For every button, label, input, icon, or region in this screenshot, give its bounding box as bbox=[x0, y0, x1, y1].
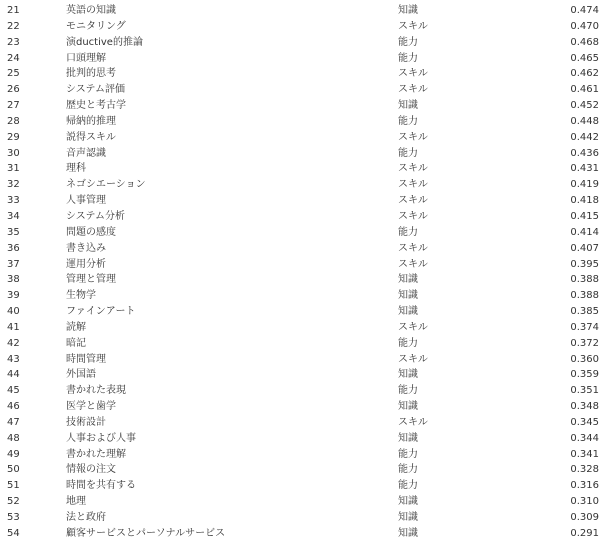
value-cell: 0.385 bbox=[570, 306, 599, 318]
name-cell: 生物学 bbox=[66, 290, 96, 302]
category-cell: 知識 bbox=[398, 401, 418, 413]
rank-cell: 35 bbox=[7, 226, 20, 238]
name-cell: モニタリング bbox=[66, 20, 126, 32]
rank-cell: 44 bbox=[7, 369, 20, 381]
category-cell: 知識 bbox=[398, 274, 418, 286]
table-row bbox=[0, 82, 610, 98]
name-cell: 顧客サービスとパーソナルサービス bbox=[66, 527, 226, 539]
name-cell: 書かれた表現 bbox=[66, 385, 126, 397]
name-cell: システム分析 bbox=[66, 210, 125, 222]
rank-cell: 46 bbox=[7, 401, 20, 413]
rank-cell: 52 bbox=[7, 496, 20, 508]
name-cell: 人事管理 bbox=[66, 195, 106, 207]
table-row bbox=[0, 367, 610, 383]
value-cell: 0.470 bbox=[570, 20, 599, 32]
name-cell: 技術設計 bbox=[66, 416, 106, 428]
name-cell: 管理と管理 bbox=[66, 274, 116, 286]
table-row bbox=[0, 510, 610, 526]
category-cell: スキル bbox=[398, 179, 428, 191]
rank-cell: 33 bbox=[7, 195, 20, 207]
category-cell: 能力 bbox=[398, 115, 418, 127]
value-cell: 0.388 bbox=[570, 274, 599, 286]
value-cell: 0.345 bbox=[570, 416, 599, 428]
name-cell: 口頭理解 bbox=[66, 52, 106, 64]
value-cell: 0.310 bbox=[570, 496, 599, 508]
value-cell: 0.442 bbox=[570, 131, 599, 143]
value-cell: 0.465 bbox=[570, 52, 599, 64]
name-cell: 英語の知識 bbox=[66, 5, 116, 16]
table-row bbox=[0, 193, 610, 209]
table-row bbox=[0, 336, 610, 352]
name-cell: 運用分析 bbox=[66, 258, 106, 270]
category-cell: 能力 bbox=[398, 337, 418, 349]
table-row bbox=[0, 225, 610, 241]
table-row bbox=[0, 98, 610, 114]
name-cell: 演ductive的推論 bbox=[66, 36, 143, 48]
name-cell: 読解 bbox=[66, 321, 86, 333]
rank-cell: 40 bbox=[7, 306, 20, 318]
category-cell: 知識 bbox=[398, 369, 418, 381]
value-cell: 0.431 bbox=[570, 163, 599, 175]
value-cell: 0.351 bbox=[570, 385, 599, 397]
category-cell: 能力 bbox=[398, 36, 418, 48]
value-cell: 0.344 bbox=[570, 432, 599, 444]
value-cell: 0.291 bbox=[570, 527, 599, 539]
value-cell: 0.414 bbox=[570, 226, 599, 238]
category-cell: 知識 bbox=[398, 512, 418, 523]
rank-cell: 37 bbox=[7, 258, 20, 270]
table-row bbox=[0, 51, 610, 67]
value-cell: 0.316 bbox=[570, 480, 599, 492]
category-cell: 能力 bbox=[398, 464, 418, 476]
value-cell: 0.359 bbox=[570, 369, 599, 381]
name-cell: 情報の注文 bbox=[66, 464, 116, 476]
rank-cell: 49 bbox=[7, 448, 20, 460]
table-row bbox=[0, 35, 610, 51]
category-cell: 能力 bbox=[398, 480, 418, 492]
name-cell: 帰納的推理 bbox=[66, 115, 116, 127]
value-cell: 0.348 bbox=[570, 401, 599, 413]
rank-cell: 27 bbox=[7, 100, 20, 112]
category-cell: 知識 bbox=[398, 290, 418, 302]
value-cell: 0.452 bbox=[570, 100, 599, 112]
table-row bbox=[0, 161, 610, 177]
rank-cell: 50 bbox=[7, 464, 20, 476]
category-cell: スキル bbox=[398, 84, 428, 96]
rank-cell: 39 bbox=[7, 290, 20, 302]
rank-cell: 54 bbox=[7, 527, 20, 539]
value-cell: 0.309 bbox=[570, 512, 599, 523]
table-row bbox=[0, 288, 610, 304]
value-cell: 0.461 bbox=[570, 84, 599, 96]
value-cell: 0.419 bbox=[570, 179, 599, 191]
table-row bbox=[0, 209, 610, 225]
rank-cell: 47 bbox=[7, 416, 20, 428]
ranking-table bbox=[0, 3, 610, 542]
category-cell: スキル bbox=[398, 68, 428, 80]
value-cell: 0.448 bbox=[570, 115, 599, 127]
name-cell: 批判的思考 bbox=[66, 68, 116, 80]
name-cell: 理科 bbox=[66, 163, 86, 175]
category-cell: スキル bbox=[398, 258, 428, 270]
category-cell: 知識 bbox=[398, 527, 418, 539]
rank-cell: 30 bbox=[7, 147, 20, 159]
table-row bbox=[0, 431, 610, 447]
table-row bbox=[0, 241, 610, 257]
name-cell: ネゴシエーション bbox=[66, 179, 146, 191]
table-row bbox=[0, 146, 610, 162]
name-cell: 暗記 bbox=[66, 337, 86, 349]
category-cell: スキル bbox=[398, 353, 428, 365]
value-cell: 0.418 bbox=[570, 195, 599, 207]
value-cell: 0.374 bbox=[570, 321, 599, 333]
rank-cell: 45 bbox=[7, 385, 20, 397]
category-cell: 能力 bbox=[398, 385, 418, 397]
rank-cell: 23 bbox=[7, 36, 20, 48]
category-cell: 知識 bbox=[398, 432, 418, 444]
rank-cell: 38 bbox=[7, 274, 20, 286]
category-cell: スキル bbox=[398, 321, 428, 333]
table-row bbox=[0, 447, 610, 463]
value-cell: 0.436 bbox=[570, 147, 599, 159]
value-cell: 0.415 bbox=[570, 210, 599, 222]
category-cell: スキル bbox=[398, 416, 428, 428]
table-row bbox=[0, 383, 610, 399]
table-row bbox=[0, 320, 610, 336]
value-cell: 0.407 bbox=[570, 242, 599, 254]
table-row bbox=[0, 494, 610, 510]
table-row bbox=[0, 114, 610, 130]
value-cell: 0.388 bbox=[570, 290, 599, 302]
name-cell: システム評価 bbox=[66, 84, 125, 96]
name-cell: 外国語 bbox=[66, 369, 96, 381]
category-cell: 能力 bbox=[398, 226, 418, 238]
category-cell: 知識 bbox=[398, 306, 418, 318]
rank-cell: 53 bbox=[7, 512, 20, 523]
value-cell: 0.468 bbox=[570, 36, 599, 48]
table-row bbox=[0, 526, 610, 542]
rank-cell: 32 bbox=[7, 179, 20, 191]
name-cell: 地理 bbox=[66, 496, 86, 508]
category-cell: 知識 bbox=[398, 100, 418, 112]
name-cell: 音声認識 bbox=[66, 147, 106, 159]
rank-cell: 21 bbox=[7, 5, 20, 16]
rank-cell: 42 bbox=[7, 337, 20, 349]
category-cell: スキル bbox=[398, 210, 428, 222]
table-row bbox=[0, 415, 610, 431]
value-cell: 0.372 bbox=[570, 337, 599, 349]
table-row bbox=[0, 399, 610, 415]
name-cell: 問題の感度 bbox=[66, 226, 116, 238]
category-cell: 能力 bbox=[398, 52, 418, 64]
value-cell: 0.474 bbox=[570, 5, 599, 16]
value-cell: 0.395 bbox=[570, 258, 599, 270]
value-cell: 0.341 bbox=[570, 448, 599, 460]
value-cell: 0.360 bbox=[570, 353, 599, 365]
name-cell: 医学と歯学 bbox=[66, 401, 116, 413]
category-cell: スキル bbox=[398, 163, 428, 175]
rank-cell: 51 bbox=[7, 480, 20, 492]
value-cell: 0.462 bbox=[570, 68, 599, 80]
table-row bbox=[0, 130, 610, 146]
rank-cell: 29 bbox=[7, 131, 20, 143]
rank-cell: 34 bbox=[7, 210, 20, 222]
table-row bbox=[0, 462, 610, 478]
name-cell: 時間を共有する bbox=[66, 480, 136, 492]
category-cell: スキル bbox=[398, 242, 428, 254]
rank-cell: 22 bbox=[7, 20, 20, 32]
rank-cell: 28 bbox=[7, 115, 20, 127]
rank-cell: 24 bbox=[7, 52, 20, 64]
name-cell: 書き込み bbox=[66, 242, 106, 254]
table-row bbox=[0, 478, 610, 494]
category-cell: 知識 bbox=[398, 496, 418, 508]
rank-cell: 41 bbox=[7, 321, 20, 333]
rank-cell: 31 bbox=[7, 163, 20, 175]
name-cell: 説得スキル bbox=[66, 131, 116, 143]
name-cell: 法と政府 bbox=[66, 512, 106, 523]
table-row bbox=[0, 272, 610, 288]
category-cell: スキル bbox=[398, 131, 428, 143]
rank-cell: 48 bbox=[7, 432, 20, 444]
category-cell: 知識 bbox=[398, 5, 418, 16]
rank-cell: 26 bbox=[7, 84, 20, 96]
name-cell: 時間管理 bbox=[66, 353, 106, 365]
table-row bbox=[0, 3, 610, 19]
rank-cell: 36 bbox=[7, 242, 20, 254]
table-row bbox=[0, 19, 610, 35]
table-row bbox=[0, 177, 610, 193]
value-cell: 0.328 bbox=[570, 464, 599, 476]
table-row bbox=[0, 257, 610, 273]
rank-cell: 25 bbox=[7, 68, 20, 80]
category-cell: 能力 bbox=[398, 448, 418, 460]
name-cell: ファインアート bbox=[66, 306, 136, 318]
table-row bbox=[0, 304, 610, 320]
rank-cell: 43 bbox=[7, 353, 20, 365]
name-cell: 人事および人事 bbox=[66, 432, 136, 444]
name-cell: 歴史と考古学 bbox=[66, 100, 126, 112]
category-cell: 能力 bbox=[398, 147, 418, 159]
category-cell: スキル bbox=[398, 195, 428, 207]
name-cell: 書かれた理解 bbox=[66, 448, 126, 460]
table-row bbox=[0, 352, 610, 368]
table-row bbox=[0, 66, 610, 82]
category-cell: スキル bbox=[398, 20, 428, 32]
